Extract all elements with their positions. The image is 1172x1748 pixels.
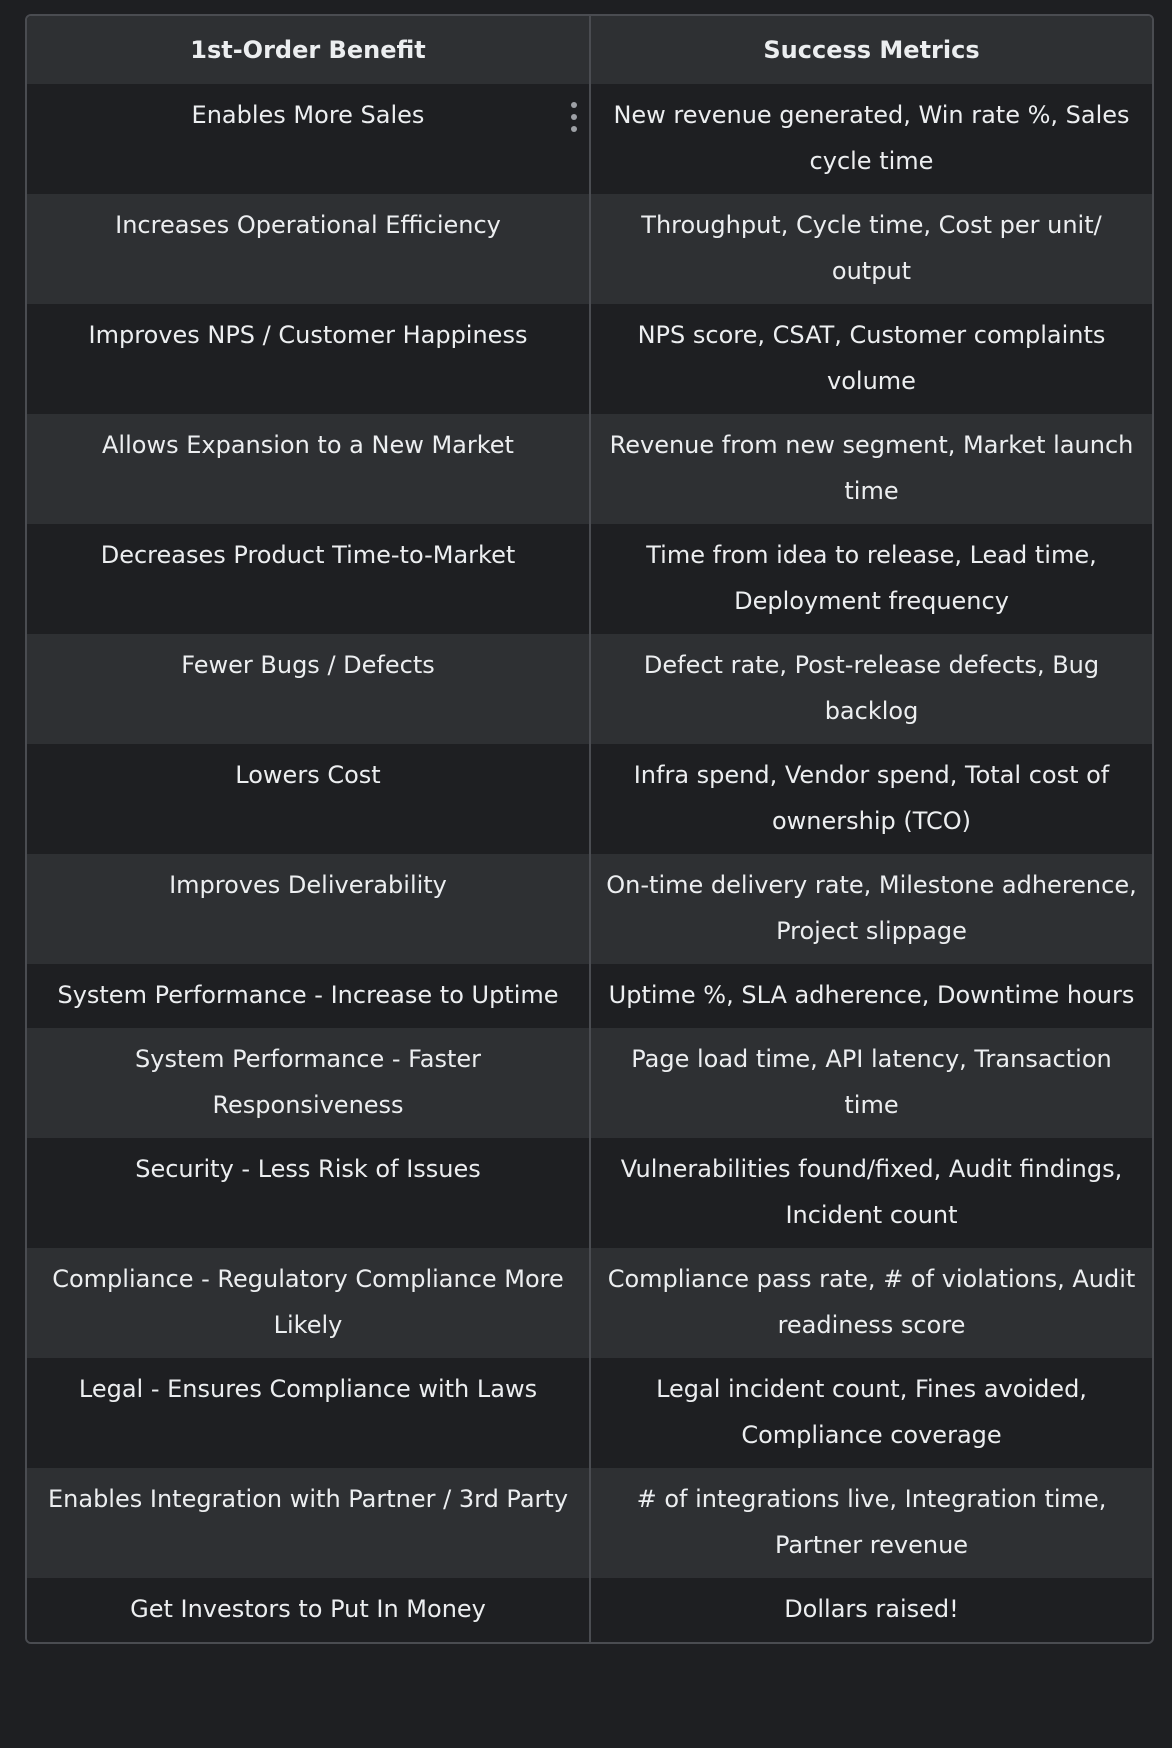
metrics-cell: Compliance pass rate, # of violations, Audit readiness score [590,1248,1152,1358]
table-row [27,1578,1152,1642]
benefit-cell: Legal - Ensures Compliance with Laws [27,1358,590,1468]
table-row [27,1138,1152,1248]
table-row [27,634,1152,744]
benefit-cell: Increases Operational Efficiency [27,194,590,304]
header-metrics: Success Metrics [590,16,1152,84]
benefit-cell: Improves NPS / Customer Happiness [27,304,590,414]
table-row [27,524,1152,634]
table-row [27,304,1152,414]
table-row [27,414,1152,524]
table-row [27,964,1152,1028]
table-row [27,1358,1152,1468]
metrics-cell: New revenue generated, Win rate %, Sales cycle time [590,84,1152,194]
benefit-cell: System Performance - Increase to Uptime [27,964,590,1028]
metrics-cell: Throughput, Cycle time, Cost per unit/ output [590,194,1152,304]
metrics-cell: Vulnerabilities found/fixed, Audit findings, Incident count [590,1138,1152,1248]
table-row [27,1468,1152,1578]
benefit-cell: System Performance - Faster Responsiveness [27,1028,590,1138]
benefit-cell: Fewer Bugs / Defects [27,634,590,744]
header-row [27,16,1152,84]
benefit-cell: Security - Less Risk of Issues [27,1138,590,1248]
metrics-cell: Legal incident count, Fines avoided, Compliance coverage [590,1358,1152,1468]
benefit-cell: Get Investors to Put In Money [27,1578,590,1642]
metrics-cell: Time from idea to release, Lead time, Deployment frequency [590,524,1152,634]
benefit-cell: Allows Expansion to a New Market [27,414,590,524]
more-vertical-icon[interactable] [571,102,577,132]
benefits-table-container [25,14,1154,1644]
benefit-cell: Enables Integration with Partner / 3rd Party [27,1468,590,1578]
benefit-cell: Compliance - Regulatory Compliance More Likely [27,1248,590,1358]
benefit-text: Enables More Sales [191,101,425,129]
metrics-cell: Page load time, API latency, Transaction time [590,1028,1152,1138]
table-row [27,84,1152,194]
metrics-cell: Dollars raised! [590,1578,1152,1642]
benefit-cell: Lowers Cost [27,744,590,854]
table-row [27,854,1152,964]
metrics-cell: Defect rate, Post-release defects, Bug backlog [590,634,1152,744]
table-row [27,194,1152,304]
benefit-cell [27,84,590,194]
benefit-cell: Decreases Product Time-to-Market [27,524,590,634]
table-row [27,1028,1152,1138]
header-benefit: 1st-Order Benefit [27,16,590,84]
metrics-cell: Uptime %, SLA adherence, Downtime hours [590,964,1152,1028]
metrics-cell: On-time delivery rate, Milestone adherence, Project slippage [590,854,1152,964]
metrics-cell: Revenue from new segment, Market launch time [590,414,1152,524]
benefit-cell: Improves Deliverability [27,854,590,964]
metrics-cell: Infra spend, Vendor spend, Total cost of ownership (TCO) [590,744,1152,854]
metrics-cell: NPS score, CSAT, Customer complaints volume [590,304,1152,414]
metrics-cell: # of integrations live, Integration time, Partner revenue [590,1468,1152,1578]
benefits-metrics-table [27,16,1152,1642]
table-row [27,1248,1152,1358]
table-row [27,744,1152,854]
